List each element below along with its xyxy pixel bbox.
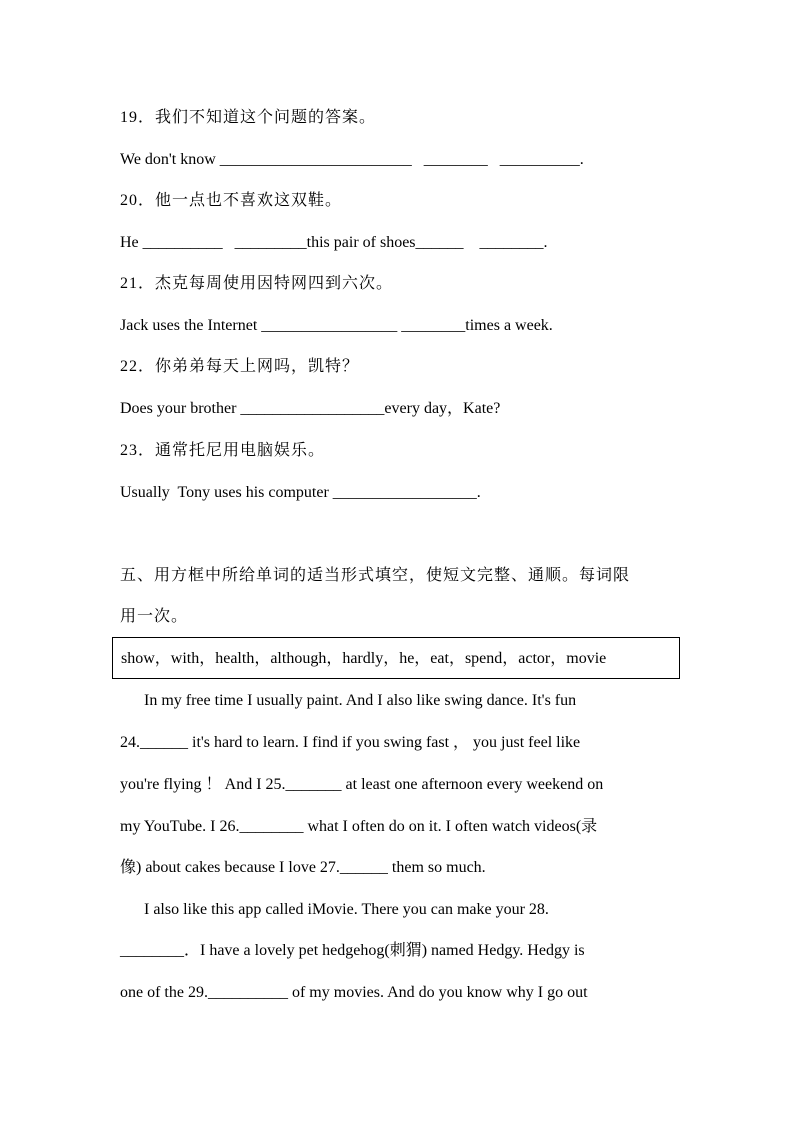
question-23-prompt: 23．通常托尼用电脑娱乐。 — [120, 442, 326, 459]
passage-line: 像) about cakes because I love 27.______ them so much. — [120, 859, 486, 876]
passage-line: In my free time I usually paint. And I also like swing dance. It's fun — [120, 692, 577, 709]
section-5-instruction-line-2: 用一次。 — [120, 608, 189, 625]
passage-line: one of the 29.__________ of my movies. And do you know why I go out — [120, 984, 588, 1001]
question-22-answer: Does your brother __________________every day，Kate? — [120, 400, 501, 417]
question-21-answer: Jack uses the Internet _________________ ________times a week. — [120, 317, 553, 334]
word-box — [112, 637, 680, 679]
question-19-prompt: 19．我们不知道这个问题的答案。 — [120, 109, 377, 126]
passage-line: I also like this app called iMovie. There you can make your 28. — [120, 901, 549, 918]
passage-line: 24.______ it's hard to learn. I find if you swing fast ， you just feel like — [120, 734, 581, 751]
question-19-answer: We don't know ________________________ ________ __________. — [120, 151, 584, 168]
question-23-answer: Usually Tony uses his computer __________________. — [120, 484, 481, 501]
question-22-prompt: 22．你弟弟每天上网吗，凯特？ — [120, 358, 360, 375]
passage-line: ________．I have a lovely pet hedgehog(刺猬) named Hedgy. Hedgy is — [120, 942, 585, 959]
question-20-answer: He __________ _________this pair of shoes______ ________. — [120, 234, 548, 251]
section-5-instruction-line-1: 五、用方框中所给单词的适当形式填空，使短文完整、通顺。每词限 — [120, 567, 631, 584]
question-21-prompt: 21．杰克每周使用因特网四到六次。 — [120, 275, 394, 292]
passage-line: my YouTube. I 26.________ what I often do on it. I often watch videos(录 — [120, 818, 598, 835]
passage-line: you're flying ！ And I 25._______ at least one afternoon every weekend on — [120, 776, 604, 793]
word-box-text: show，with，health，although，hardly，he，eat，spend，actor，movie — [121, 650, 607, 667]
question-20-prompt: 20．他一点也不喜欢这双鞋。 — [120, 192, 343, 209]
